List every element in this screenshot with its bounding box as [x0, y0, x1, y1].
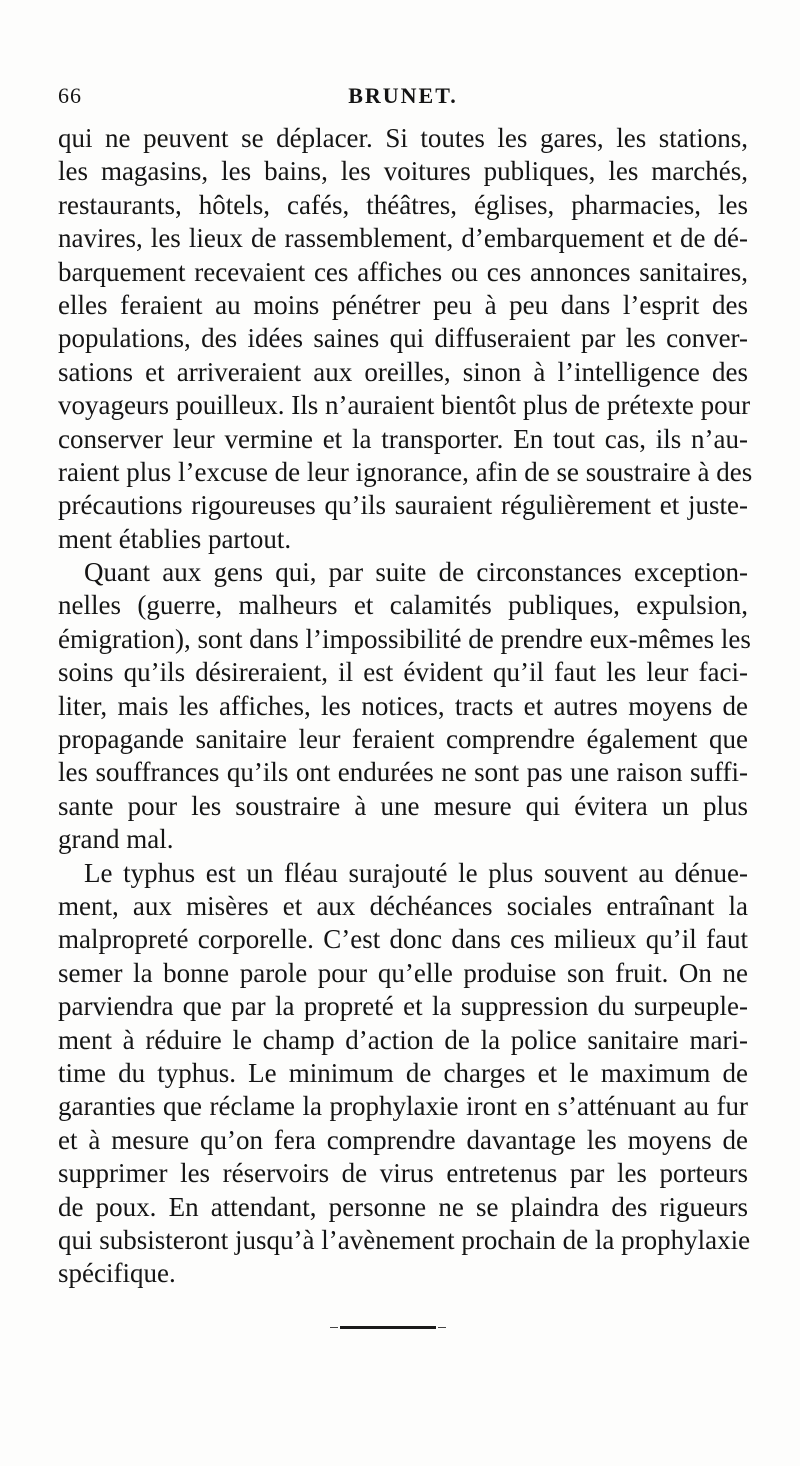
- text-line: barquement recevaient ces affiches ou ces annonces sanitaires,: [58, 256, 748, 287]
- text-line: parviendra que par la propreté et la suppression du surpeuple-: [58, 991, 748, 1022]
- page-header: [58, 83, 748, 113]
- text-line: ment, aux misères et aux déchéances sociales entraînant la: [58, 890, 748, 921]
- text-line: ment établies partout.: [58, 523, 292, 554]
- body-text: [58, 122, 753, 1291]
- text-line: émigration), sont dans l’impossibilité de prendre eux-mêmes les: [58, 623, 751, 654]
- text-line: spécifique.: [58, 1258, 176, 1289]
- paragraph-2: [58, 556, 751, 857]
- text-line: les souffrances qu’ils ont endurées ne sont pas une raison suffi-: [58, 757, 748, 788]
- text-line: conserver leur vermine et la transporter. En tout cas, ils n’au-: [58, 423, 748, 454]
- text-line: qui subsisteront jusqu’à l’avènement prochain de la prophylaxie: [58, 1224, 751, 1255]
- text-line: semer la bonne parole pour qu’elle produise son fruit. On ne: [58, 957, 748, 988]
- text-line: grand mal.: [58, 824, 174, 855]
- text-line: nelles (guerre, malheurs et calamités publiques, expulsion,: [58, 590, 748, 621]
- text-line: propagande sanitaire leur feraient comprendre également que: [58, 724, 748, 755]
- text-line: Le typhus est un fléau surajouté le plus souvent au dénue-: [84, 857, 748, 888]
- running-head: BRUNET.: [348, 83, 458, 108]
- paragraph-3: [58, 857, 751, 1291]
- paragraph-1: [58, 122, 753, 556]
- text-line: malpropreté corporelle. C’est donc dans ces milieux qu’il faut: [58, 924, 748, 955]
- text-line: liter, mais les affiches, les notices, tracts et autres moyens de: [58, 690, 748, 721]
- text-line: de poux. En attendant, personne ne se plaindra des rigueurs: [58, 1191, 748, 1222]
- text-line: ment à réduire le champ d’action de la police sanitaire mari-: [58, 1024, 748, 1055]
- text-line: précautions rigoureuses qu’ils sauraient régulièrement et juste-: [58, 490, 748, 521]
- page-number: 66: [58, 83, 82, 108]
- text-line: raient plus l’excuse de leur ignorance, afin de se soustraire à des: [58, 456, 753, 487]
- text-line: sante pour les soustraire à une mesure qui évitera un plus: [58, 790, 748, 821]
- text-line: garanties que réclame la prophylaxie iront en s’atténuant au fur: [58, 1091, 748, 1122]
- text-line: soins qu’ils désireraient, il est évident qu’il faut les leur faci-: [58, 657, 748, 688]
- text-line: et à mesure qu’on fera comprendre davantage les moyens de: [58, 1124, 748, 1155]
- text-line: populations, des idées saines qui diffuseraient par les conver-: [58, 323, 748, 354]
- text-line: time du typhus. Le minimum de charges et le maximum de: [58, 1057, 748, 1088]
- end-ornament-rule: [340, 1326, 436, 1329]
- text-line: les magasins, les bains, les voitures publiques, les marchés,: [58, 156, 748, 187]
- text-line: restaurants, hôtels, cafés, théâtres, églises, pharmacies, les: [58, 189, 748, 220]
- text-line: navires, les lieux de rassemblement, d’embarquement et de dé-: [58, 223, 748, 254]
- text-line: voyageurs pouilleux. Ils n’auraient bientôt plus de prétexte pour: [58, 390, 751, 421]
- text-line: Quant aux gens qui, par suite de circonstances exception-: [84, 557, 748, 588]
- text-line: sations et arriveraient aux oreilles, sinon à l’intelligence des: [58, 356, 748, 387]
- text-line: qui ne peuvent se déplacer. Si toutes les gares, les stations,: [58, 123, 748, 153]
- text-line: supprimer les réservoirs de virus entretenus par les porteurs: [58, 1158, 748, 1189]
- text-line: elles feraient au moins pénétrer peu à peu dans l’esprit des: [58, 289, 748, 320]
